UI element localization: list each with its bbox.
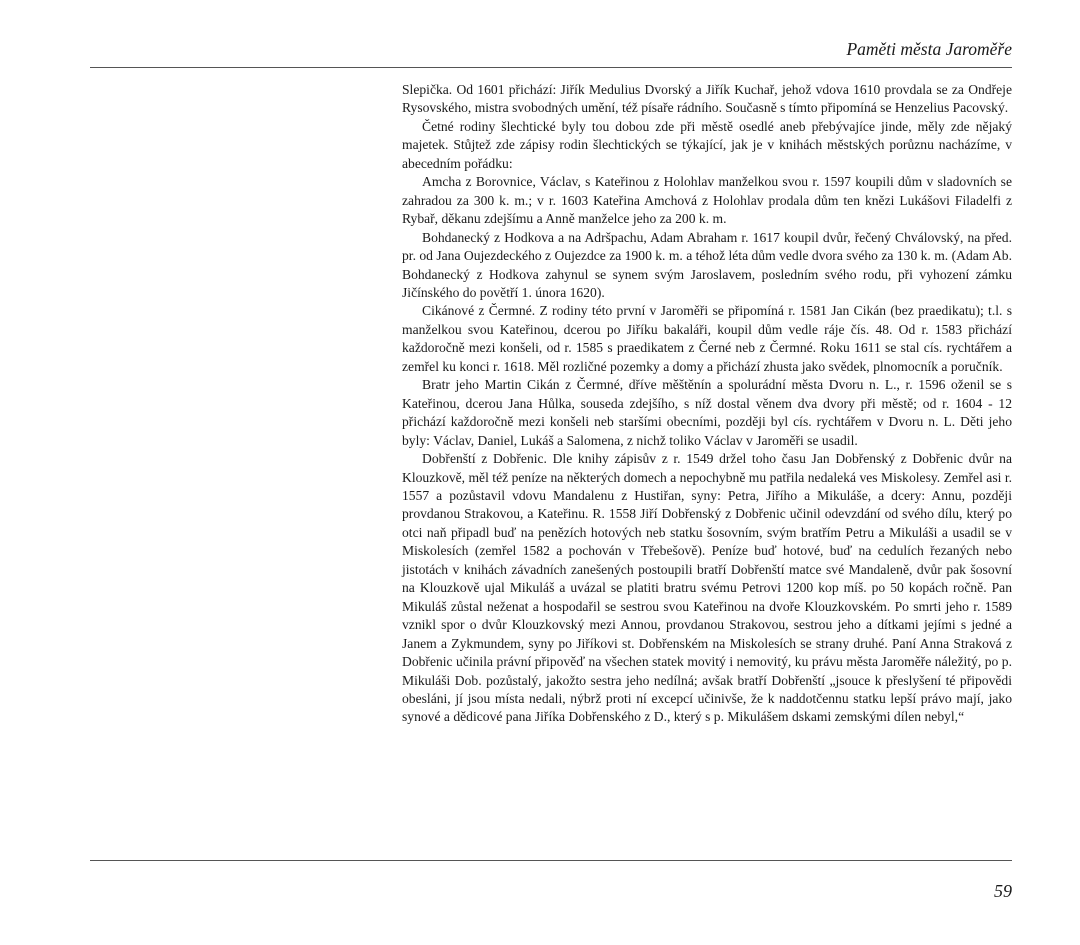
header-rule xyxy=(90,67,1012,68)
paragraph: Amcha z Borovnice, Václav, s Kateřinou z Holohlav manželkou svou r. 1597 koupili dům v sladovních se zahradou za 300 k. m.; v r. 1603 Kateřina Amchová z Holohlav prodala dům ten knězi Lukášovi Filadelfi z Rybař, děkanu zdejšímu a Anně manželce jeho za 200 k. m. xyxy=(402,174,1012,227)
paragraph: Slepička. Od 1601 přichází: Jiřík Medulius Dvorský a Jiřík Kuchař, jehož vdova 1610 provdala se za Ondřeje Rysovského, mistra svobodných umění, též písaře rádního. Současně s tímto připomíná se Henzelius Pacovský. xyxy=(402,82,1012,116)
paragraph: Cikánové z Čermné. Z rodiny této první v Jaroměři se připomíná r. 1581 Jan Cikán (bez praedikatu); t.l. s manželkou svou Kateřinou, dcerou po Jiříku bakaláři, koupil dům vedle ráje čís. 48. Od r. 1583 přichází každoročně mezi konšeli, od r. 1585 s praedikatem z Černé neb z Čermné. Roku 1611 se stal cís. rychtářem a zemřel ku konci r. 1618. Měl rozličné pozemky a domy a přichází zhusta jako svědek, plnomocník a poručník. xyxy=(402,303,1012,374)
footer-rule xyxy=(90,860,1012,861)
paragraph: Bohdanecký z Hodkova a na Adršpachu, Adam Abraham r. 1617 koupil dvůr, řečený Chválovský, na před. pr. od Jana Oujezdeckého z Oujezdce za 1900 k. m. a téhož léta dům vedle dvora svého za 130 k. m. (Adam Ab. Bohdanecký z Hodkova zahynul se synem svým Jaroslavem, posledním svého rodu, při vyhození zámku Jičínského do povětří 1. února 1620). xyxy=(402,229,1013,300)
body-text-column xyxy=(402,81,1012,727)
running-header-title: Paměti města Jaroměře xyxy=(846,39,1012,59)
page-number: 59 xyxy=(994,881,1012,901)
paragraph: Dobřenští z Dobřenic. Dle knihy zápisův z r. 1549 držel toho času Jan Dobřenský z Dobřenic dvůr na Klouzkově, měl též peníze na některých domech a nepochybně mu patřila nedaleká ves Miskolesy. Zemřel asi r. 1557 a pozůstavil vdovu Mandalenu z Hustiřan, syny: Petra, Jiřího a Mikuláše, a dcery: Annu, později provdanou Strakovou, a Kateřinu. R. 1558 Jiří Dobřenský z Dobřenic učinil odevzdání od svého dílu, který po otci naň připadl buď na penězích hotových neb statku šosovním, svým bratřím Petru a Mikuláši a usadil se v Miskolesích (zemřel 1582 a pochován v Třebešově). Peníze buď hotové, buď na cedulích řezaných nebo jistotách v knihách závadních zanešených postoupili bratří Dobřenští matce své Mandaleně, dvůr pak šosovní na Klouzkově ujal Mikuláš a uvázal se platiti bratru svému Petrovi 1200 kop míš. po 50 kopách ročně. Pan Mikuláš zůstal neženat a hospodařil se sestrou svou Kateřinou na dvoře Klouzkovském. Po smrti jeho r. 1589 vznikl spor o dvůr Klouzkovský mezi Annou, provdanou Strakovou, sestrou jeho a dítkami jejími s jedné a Janem a Zykmundem, syny po Jiříkovi st. Dobřenském na Miskolesích se strany druhé. Paní Anna Straková z Dobřenic učinila právní připověď na všechen statek movitý i nemovitý, ku právu města Jaroměře náležitý, po p. Mikuláši Dob. pozůstalý, jakožto sestra jeho nedílná; avšak bratří Dobřenští „jsouce k přeslyšení té připovědi obesláni, jí jsou místa nedali, nýbrž proti ní excepcí učinivše, že k naddotčennu statku lepší právo mají, jako synové a dědicové pana Jiříka Dobřenského z D., který s p. Mikulášem dskami zemskými dílen nebyl,“ xyxy=(402,451,1012,725)
paragraph: Bratr jeho Martin Cikán z Čermné, dříve měštěnín a spolurádní města Dvoru n. L., r. 1596 oženil se s Kateřinou, dcerou Jana Hůlka, souseda zdejšího, s níž dostal věnem dva dvory při městě; od r. 1604 - 12 přichází každoročně mezi konšeli neb staršími obecními, později byl cís. rychtářem v Dvoru n. L. Děti jeho byly: Václav, Daniel, Lukáš a Salomena, z nichž toliko Václav v Jaroměři se usadil. xyxy=(402,377,1012,448)
paragraph: Četné rodiny šlechtické byly tou dobou zde při městě osedlé aneb přebývajíce jinde, měly zde nějaký majetek. Stůjtež zde zápisy rodin šlechtických se týkající, jak je v knihách městských porůznu nacházíme, v abecedním pořádku: xyxy=(402,118,1012,171)
